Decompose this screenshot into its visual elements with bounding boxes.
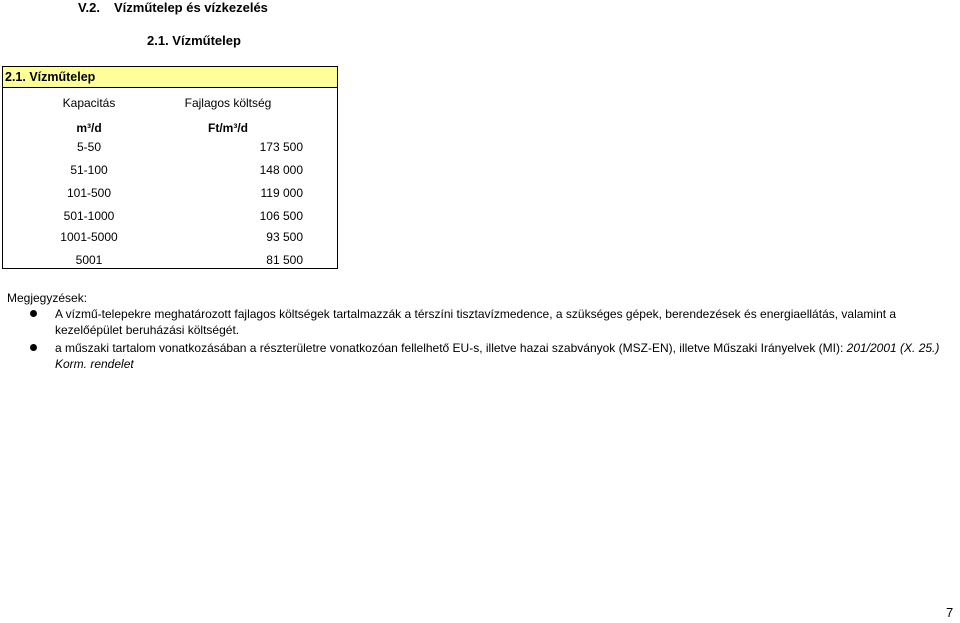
header-unit-cost: Fajlagos költség bbox=[184, 96, 272, 110]
cost-cell: 81 500 bbox=[266, 253, 303, 267]
section-heading bbox=[78, 0, 268, 16]
bullet-icon bbox=[30, 310, 37, 317]
note-item-2-regulation: 201/2001 (X. 25.) Korm. rendelet bbox=[55, 341, 940, 371]
capacity-cell: 51-100 bbox=[70, 163, 108, 177]
section-title: Vízműtelep és vízkezelés bbox=[114, 0, 268, 15]
table-row bbox=[3, 183, 337, 203]
table-row bbox=[3, 137, 337, 157]
table-row bbox=[3, 206, 337, 226]
unit-cost: Ft/m³/d bbox=[208, 121, 248, 135]
capacity-cell: 1001-5000 bbox=[60, 230, 118, 244]
table-row bbox=[3, 250, 337, 270]
bullet-icon bbox=[30, 344, 37, 351]
note-item-2-text: a műszaki tartalom vonatkozásában a részterületre vonatkozóan fellelhető EU-s, illetve hazai szabványok (MSZ-EN), illetve Műszaki Irányelvek (MI): bbox=[55, 341, 847, 355]
table-title: 2.1. Vízműtelep bbox=[3, 67, 337, 88]
notes-title: Megjegyzések: bbox=[7, 291, 88, 305]
capacity-cell: 5-50 bbox=[76, 140, 102, 154]
subsection-heading: 2.1. Vízműtelep bbox=[147, 33, 241, 48]
table-header-row bbox=[3, 93, 337, 113]
cost-cell: 148 000 bbox=[259, 163, 303, 177]
cost-cell: 93 500 bbox=[266, 230, 303, 244]
capacity-cell: 101-500 bbox=[66, 186, 112, 200]
note-item-1: A vízmű-telepekre meghatározott fajlagos költségek tartalmazzák a térszíni tisztavízmedence, a szükséges gépek, berendezések és energiaellátás, valamint a kezelőépület beruházási költségét. bbox=[55, 307, 897, 337]
table-units-row bbox=[3, 118, 337, 138]
cost-cell: 173 500 bbox=[259, 140, 303, 154]
header-capacity: Kapacitás bbox=[62, 96, 116, 110]
section-number: V.2. bbox=[78, 0, 100, 15]
capacity-cell: 501-1000 bbox=[63, 209, 115, 223]
cost-table bbox=[2, 66, 338, 269]
page-number: 7 bbox=[946, 605, 954, 620]
capacity-cell: 5001 bbox=[75, 253, 103, 267]
cost-cell: 106 500 bbox=[259, 209, 303, 223]
table-row bbox=[3, 160, 337, 180]
table-row bbox=[3, 227, 337, 247]
note-item-2 bbox=[55, 340, 960, 372]
unit-capacity: m³/d bbox=[76, 121, 102, 135]
cost-cell: 119 000 bbox=[260, 186, 303, 200]
